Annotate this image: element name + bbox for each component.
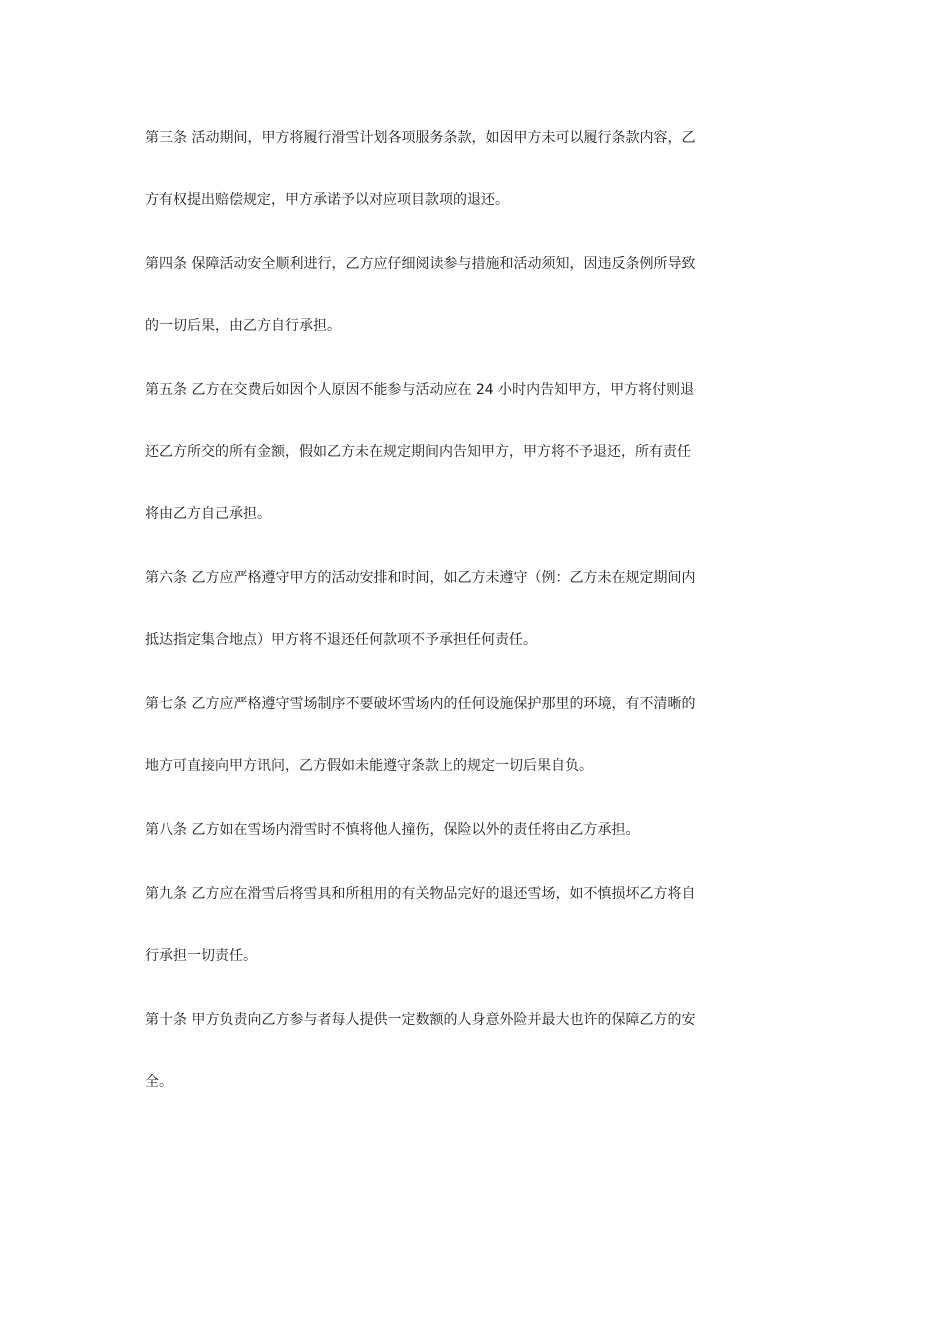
clause-7 <box>145 684 805 808</box>
clause-line: 全。 <box>145 1074 173 1090</box>
clause-line: 第九条 乙方应在滑雪后将雪具和所租用的有关物品完好的退还雪场，如不慎损坏乙方将自 <box>145 886 696 902</box>
clause-10 <box>145 1000 805 1124</box>
clause-line: 第十条 甲方负责向乙方参与者每人提供一定数额的人身意外险并最大也许的保障乙方的安 <box>145 1012 696 1028</box>
clause-line: 第七条 乙方应严格遵守雪场制序不要破坏雪场内的任何设施保护那里的环境，有不清晰的 <box>145 696 696 712</box>
clause-line: 第八条 乙方如在雪场内滑雪时不慎将他人撞伤，保险以外的责任将由乙方承担。 <box>145 822 640 838</box>
clause-line: 第四条 保障活动安全顺利进行，乙方应仔细阅读参与措施和活动须知，因违反条例所导致 <box>145 256 696 272</box>
clause-line: 还乙方所交的所有金额，假如乙方未在规定期间内告知甲方，甲方将不予退还，所有责任 <box>145 444 691 460</box>
clause-line: 行承担一切责任。 <box>145 948 257 964</box>
clause-line: 地方可直接向甲方讯问，乙方假如未能遵守条款上的规定一切后果自负。 <box>145 758 593 774</box>
clause-line: 第五条 乙方在交费后如因个人原因不能参与活动应在 24 小时内告知甲方，甲方将付则退 <box>145 382 695 398</box>
clause-8 <box>145 810 805 872</box>
clause-6 <box>145 558 805 682</box>
clause-9 <box>145 874 805 998</box>
clause-line: 方有权提出赔偿规定，甲方承诺予以对应项目款项的退还。 <box>145 192 509 208</box>
clause-line: 抵达指定集合地点）甲方将不退还任何款项不予承担任何责任。 <box>145 632 537 648</box>
clause-line: 第三条 活动期间，甲方将履行滑雪计划各项服务条款，如因甲方未可以履行条款内容，乙 <box>145 130 696 146</box>
clause-line: 的一切后果，由乙方自行承担。 <box>145 318 341 334</box>
clause-5 <box>145 370 805 556</box>
clause-line: 将由乙方自己承担。 <box>145 506 271 522</box>
clause-3 <box>145 118 805 242</box>
clause-4 <box>145 244 805 368</box>
clause-list <box>145 118 805 1126</box>
clause-line: 第六条 乙方应严格遵守甲方的活动安排和时间，如乙方未遵守（例：乙方未在规定期间内 <box>145 570 696 586</box>
